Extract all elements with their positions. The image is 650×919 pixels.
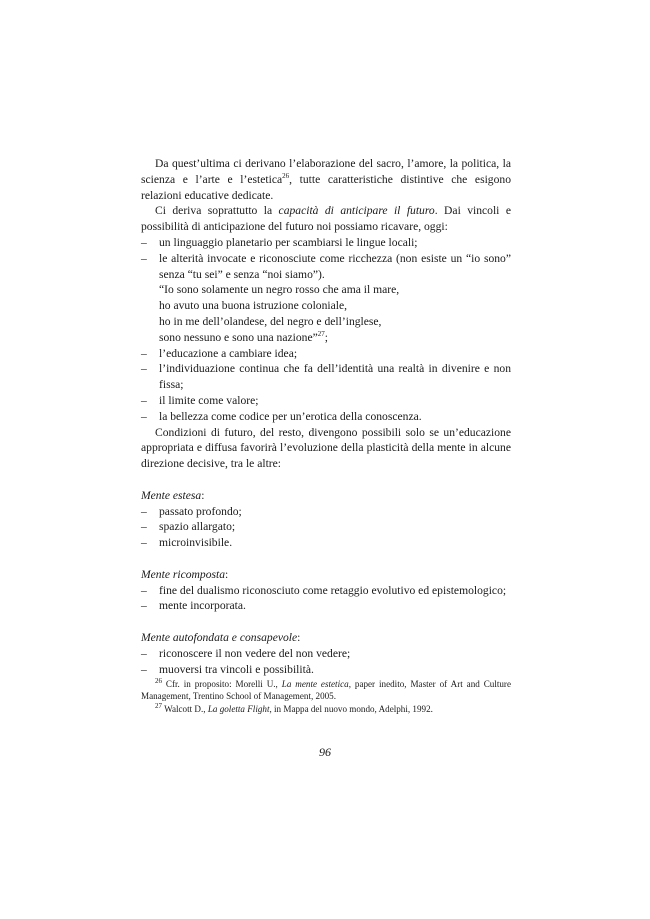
list-item: – l’educazione a cambiare idea; bbox=[141, 346, 298, 360]
list-item: – riconoscere il non vedere del non vedere; bbox=[141, 646, 351, 660]
list-item: – un linguaggio planetario per scambiarsi le lingue locali; bbox=[141, 235, 418, 249]
section-heading: Mente estesa: bbox=[141, 488, 205, 502]
list-item: – la bellezza come codice per un’erotica della conoscenza. bbox=[141, 409, 422, 423]
list-item: – microinvisibile. bbox=[141, 536, 233, 550]
paragraph: Da quest’ultima ci derivano l’elaborazione del sacro, l’amore, la politica, la scienza e l’arte e l’estetica$^{26}$, tutte caratteristiche distintive che esigono relazioni educative dedicate. bbox=[141, 157, 511, 202]
verse-line: “Io sono solamente un negro rosso che ama il mare, bbox=[159, 283, 400, 297]
list-item: – le alterità invocate e riconosciute come ricchezza (non esiste un “io sono” senza “tu sei” e senza “noi siamo”). bbox=[141, 251, 511, 281]
footnote-ref: 27 bbox=[317, 329, 325, 338]
list-item: – spazio allargato; bbox=[141, 520, 236, 534]
list-item: – mente incorporata. bbox=[141, 599, 246, 613]
list-item: – muoversi tra vincoli e possibilità. bbox=[141, 662, 314, 676]
paragraph: Condizioni di futuro, del resto, divengono possibili solo se un’educazione appropriata e diffusa favorirà l’evoluzione della plasticità della mente in alcune direzione decisive, tra le altre: bbox=[141, 425, 511, 471]
footnote: $^{27}$ Walcott D., La goletta Flight, in Mappa del nuovo mondo, Adelphi, 1992. bbox=[155, 701, 433, 714]
footnote-ref: 26 bbox=[282, 171, 290, 180]
verse-line: sono nessuno e sono una nazione”$^{27}$; bbox=[159, 329, 328, 344]
footnotes bbox=[141, 678, 511, 715]
body-text bbox=[141, 156, 511, 677]
list-item: – l’individuazione continua che fa dell’identità una realtà in divenire e non fissa; bbox=[141, 362, 511, 392]
emphasis: capacità di anticipare il futuro bbox=[278, 204, 435, 218]
paragraph: Ci deriva soprattutto la capacità di anticipare il futuro. Dai vincoli e possibilità di anticipazione del futuro noi possiamo ricavare, oggi: bbox=[141, 204, 511, 234]
list-item: – fine del dualismo riconosciuto come retaggio evolutivo ed epistemologico; bbox=[141, 583, 507, 597]
section-heading: Mente ricomposta: bbox=[141, 567, 229, 581]
verse-line: ho in me dell’olandese, del negro e dell’inglese, bbox=[159, 314, 382, 328]
list-item: – il limite come valore; bbox=[141, 393, 259, 407]
footnote: $^{26}$ Cfr. in proposito: Morelli U., La mente estetica, paper inedito, Master of Art and Culture Management, Trentino School of Management, 2005. bbox=[141, 676, 511, 702]
verse-line: ho avuto una buona istruzione coloniale, bbox=[159, 299, 348, 313]
page-number: 96 bbox=[319, 745, 331, 759]
section-heading: Mente autofondata e consapevole: bbox=[141, 630, 301, 644]
list-item: – passato profondo; bbox=[141, 504, 242, 518]
